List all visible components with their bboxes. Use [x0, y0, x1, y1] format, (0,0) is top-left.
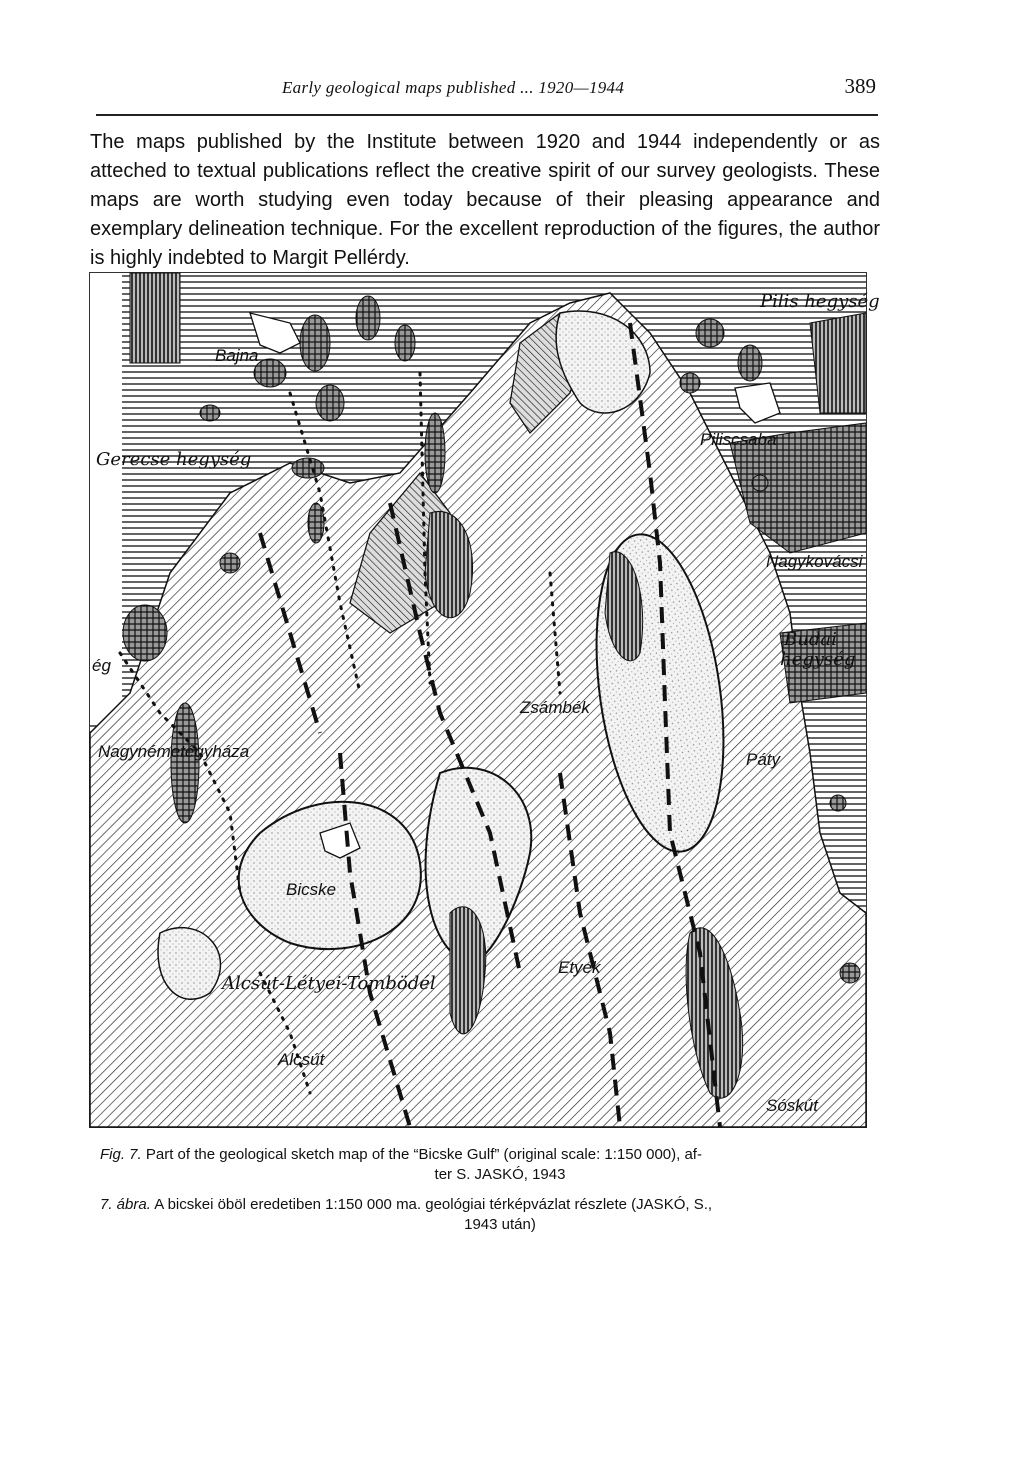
- page-number: 389: [844, 74, 876, 98]
- caption-text-hu-line2: 1943 után): [464, 1216, 536, 1233]
- figure-caption-hungarian: [100, 1195, 900, 1235]
- dark-body: [130, 273, 180, 363]
- caption-figure-label-hu: 7. ábra.: [100, 1196, 151, 1213]
- geological-map-figure: [89, 272, 880, 1128]
- caption-text-line1: Part of the geological sketch map of the “Bicske Gulf” (original scale: 1:150 000), af-: [145, 1146, 702, 1163]
- label-gerecse: Gerecse hegység: [96, 449, 252, 470]
- caption-figure-label: Fig. 7.: [100, 1146, 142, 1163]
- dark-body: [810, 313, 866, 413]
- label-piliscsaba: Piliscsaba: [700, 430, 777, 449]
- running-header: [96, 74, 878, 116]
- label-eg: ég: [92, 656, 111, 675]
- label-nagykovacsi: Nagykovácsi: [766, 552, 863, 571]
- label-etyek: Etyek: [558, 958, 601, 977]
- label-pilis: Pilis hegység: [760, 291, 880, 312]
- label-alcsut-tomb: Alcsút-Létyei-Tombödél: [222, 973, 436, 994]
- caption-text-hu-line1: A bicskei öböl eredetiben 1:150 000 ma. geológiai térképvázlat részlete (JASKÓ, S.,: [154, 1196, 713, 1213]
- label-budai-2: hegység: [780, 649, 856, 670]
- label-nagynemetegyhaza: Nagynémetégyháza: [98, 742, 250, 761]
- label-paty: Páty: [746, 750, 781, 769]
- label-alcsut: Alcsút: [278, 1050, 325, 1069]
- body-paragraph: The maps published by the Institute between 1920 and 1944 independently or as atteched to textual publications reflect the creative spirit of our survey geologists. These maps are worth studying even today because of their pleasing appearance and exemplary delineation technique. For the excellent reproduction of the figures, the author is highly indebted to Margit Pellérdy.: [90, 131, 880, 269]
- label-zsambek: Zsámbék: [520, 698, 590, 717]
- label-soskut: Sóskút: [766, 1096, 818, 1115]
- label-bajna: Bajna: [215, 346, 259, 365]
- figure-caption-english: [100, 1145, 900, 1185]
- label-bicske: Bicske: [286, 880, 337, 899]
- caption-text-line2: ter S. JASKÓ, 1943: [434, 1166, 566, 1183]
- geological-map: [90, 273, 880, 1127]
- running-title: Early geological maps published ... 1920—1944: [282, 78, 625, 97]
- label-budai-1: Budai: [784, 629, 837, 650]
